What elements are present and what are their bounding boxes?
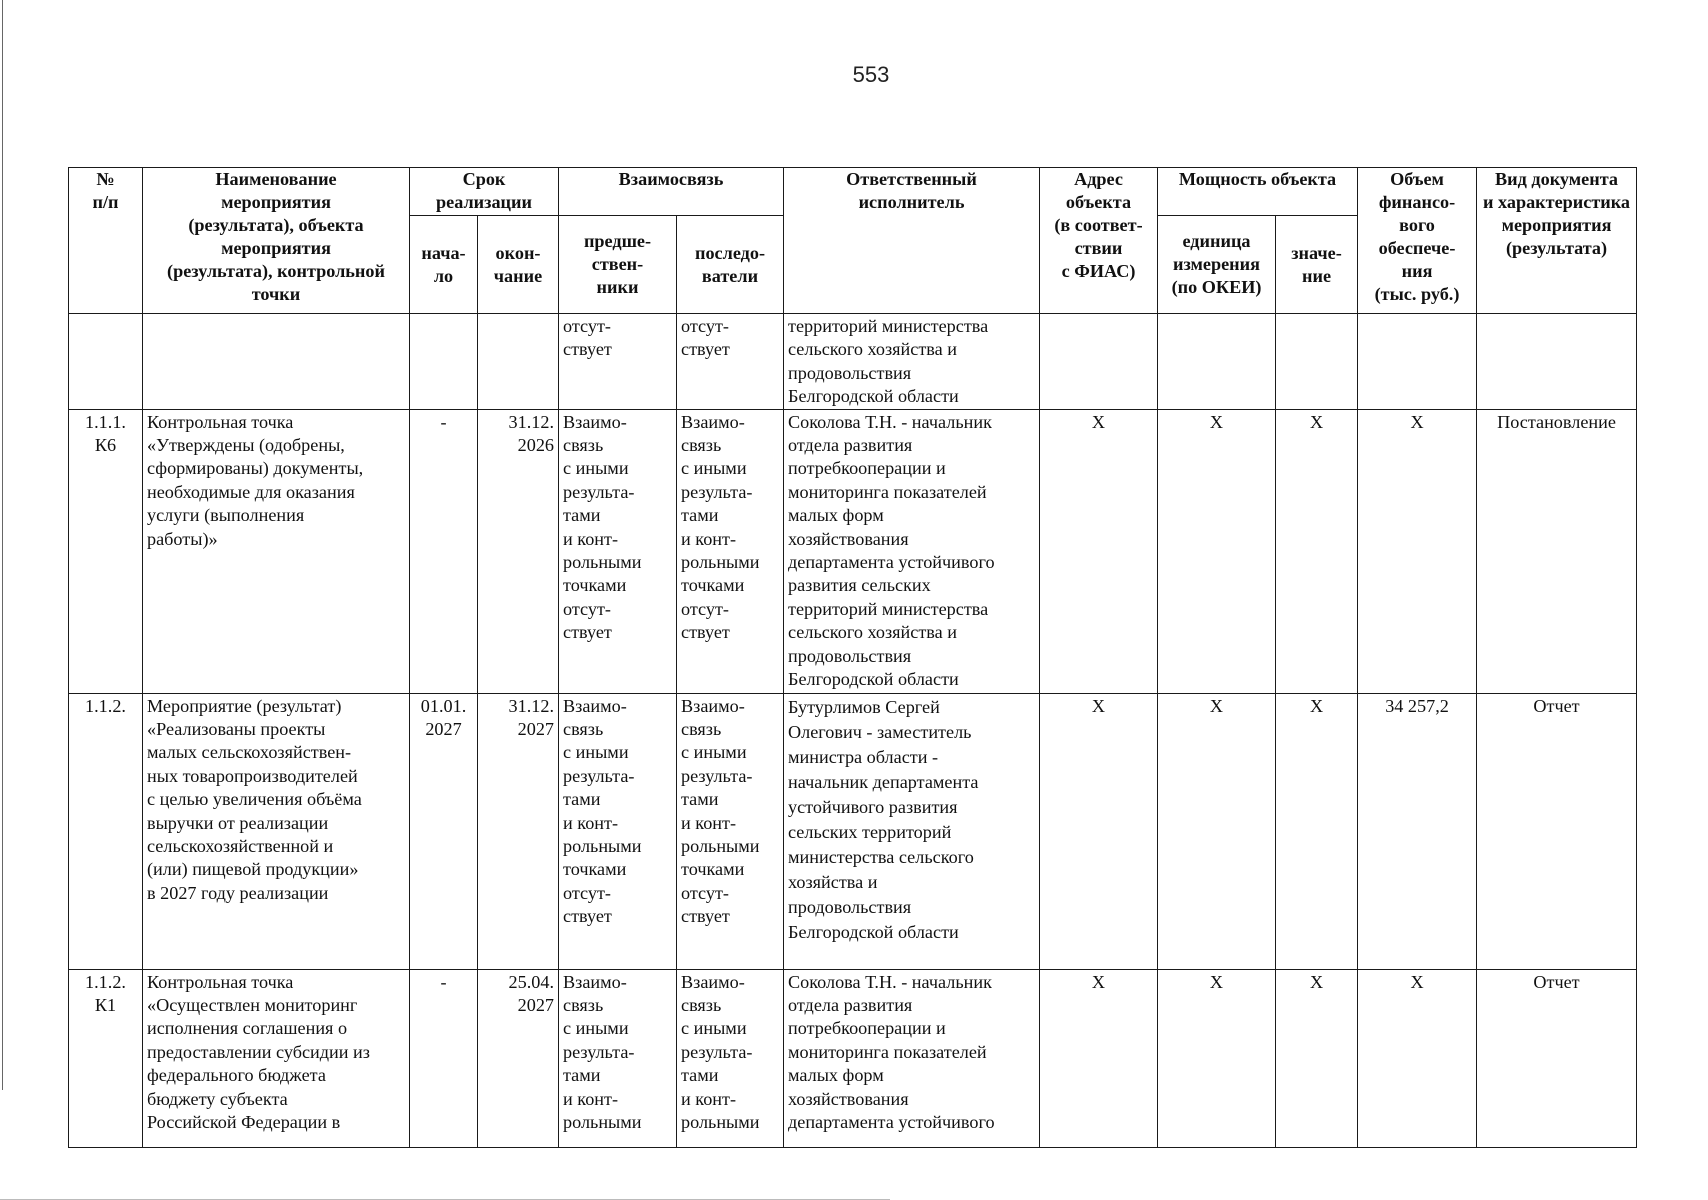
cell-name: Контрольная точка «Утверждены (одобрены, сформированы) документы, необходимые для оказания услуги (выполнения работы)» <box>143 409 410 693</box>
cell-responsible: территорий министерства сельского хозяйства и продовольствия Белгородской области <box>784 314 1040 410</box>
page-number: 553 <box>852 62 890 87</box>
header-relation-prev: предше- ствен- ники <box>559 216 677 314</box>
header-relation: Взаимосвязь <box>559 168 784 216</box>
cell-address: X <box>1040 409 1158 693</box>
scan-margin-line <box>2 0 3 1090</box>
cell-responsible: Бутурлимов Сергей Олегович - заместитель министра области - начальник департамента устойчивого развития сельских территорий министерства сельского хозяйства и продовольствия Белгородской области <box>784 693 1040 969</box>
header-doc-type: Вид документа и характеристика мероприятия (результата) <box>1477 168 1637 314</box>
header-relation-next: последо- ватели <box>677 216 784 314</box>
header-address: Адрес объекта (в соответ- ствии с ФИАС) <box>1040 168 1158 314</box>
header-capacity-unit: единица измерения (по ОКЕИ) <box>1158 216 1276 314</box>
header-num: № п/п <box>69 168 143 314</box>
cell-value: X <box>1276 693 1358 969</box>
cell-value: X <box>1276 969 1358 1147</box>
cell-responsible: Соколова Т.Н. - начальник отдела развития потребкооперации и мониторинга показателей малых форм хозяйствования департамента устойчивого <box>784 969 1040 1147</box>
cell-address: X <box>1040 693 1158 969</box>
cell-address: X <box>1040 969 1158 1147</box>
cell-start: - <box>410 969 478 1147</box>
cell-value: X <box>1276 409 1358 693</box>
cell-doc: Отчет <box>1477 693 1637 969</box>
cell-prev: Взаимо- связь с иными результа- тами и конт- рольными <box>559 969 677 1147</box>
cell-start <box>410 314 478 410</box>
cell-doc <box>1477 314 1637 410</box>
cell-prev: Взаимо- связь с иными результа- тами и конт- рольными точками отсут- ствует <box>559 693 677 969</box>
cell-end: 31.12. 2027 <box>478 693 559 969</box>
cell-unit: X <box>1158 409 1276 693</box>
cell-end: 31.12. 2026 <box>478 409 559 693</box>
cell-doc: Отчет <box>1477 969 1637 1147</box>
cell-address <box>1040 314 1158 410</box>
cell-num <box>69 314 143 410</box>
cell-value <box>1276 314 1358 410</box>
cell-next: отсут- ствует <box>677 314 784 410</box>
cell-start: - <box>410 409 478 693</box>
cell-num: 1.1.2. <box>69 693 143 969</box>
cell-num: 1.1.2. К1 <box>69 969 143 1147</box>
cell-responsible: Соколова Т.Н. - начальник отдела развития потребкооперации и мониторинга показателей малых форм хозяйствования департамента устойчивого развития сельских территорий министерства сельского хозяйства и продовольствия Белгородской области <box>784 409 1040 693</box>
cell-finance <box>1358 314 1477 410</box>
header-responsible: Ответственный исполнитель <box>784 168 1040 314</box>
cell-doc: Постановление <box>1477 409 1637 693</box>
cell-name: Мероприятие (результат) «Реализованы проекты малых сельскохозяйствен- ных товаропроизводителей с целью увеличения объёма выручки от реализации сельскохозяйственной и (или) пищевой продукции» в 2027 году реализации <box>143 693 410 969</box>
header-finance: Объем финансо- вого обеспече- ния (тыс. руб.) <box>1358 168 1477 314</box>
header-capacity-value: значе- ние <box>1276 216 1358 314</box>
cell-unit: X <box>1158 969 1276 1147</box>
cell-unit <box>1158 314 1276 410</box>
cell-name: Контрольная точка «Осуществлен мониторинг исполнения соглашения о предоставлении субсидии из федерального бюджета бюджету субъекта Российской Федерации в <box>143 969 410 1147</box>
header-term-start: нача- ло <box>410 216 478 314</box>
table-row <box>69 409 1637 693</box>
table-row <box>69 693 1637 969</box>
cell-finance: 34 257,2 <box>1358 693 1477 969</box>
header-term: Срок реализации <box>410 168 559 216</box>
cell-end <box>478 314 559 410</box>
table-header <box>69 168 1637 314</box>
cell-next: Взаимо- связь с иными результа- тами и конт- рольными <box>677 969 784 1147</box>
table-row <box>69 969 1637 1147</box>
plan-table <box>68 167 1637 1148</box>
cell-start: 01.01. 2027 <box>410 693 478 969</box>
cell-end: 25.04. 2027 <box>478 969 559 1147</box>
header-term-end: окон- чание <box>478 216 559 314</box>
cell-finance: X <box>1358 969 1477 1147</box>
cell-name <box>143 314 410 410</box>
cell-prev: отсут- ствует <box>559 314 677 410</box>
cell-num: 1.1.1. К6 <box>69 409 143 693</box>
cell-next: Взаимо- связь с иными результа- тами и конт- рольными точками отсут- ствует <box>677 693 784 969</box>
cell-next: Взаимо- связь с иными результа- тами и конт- рольными точками отсут- ствует <box>677 409 784 693</box>
cell-prev: Взаимо- связь с иными результа- тами и конт- рольными точками отсут- ствует <box>559 409 677 693</box>
cell-finance: X <box>1358 409 1477 693</box>
header-name: Наименование мероприятия (результата), объекта мероприятия (результата), контрольной точки <box>143 168 410 314</box>
table-row <box>69 314 1637 410</box>
cell-unit: X <box>1158 693 1276 969</box>
header-capacity: Мощность объекта <box>1158 168 1358 216</box>
